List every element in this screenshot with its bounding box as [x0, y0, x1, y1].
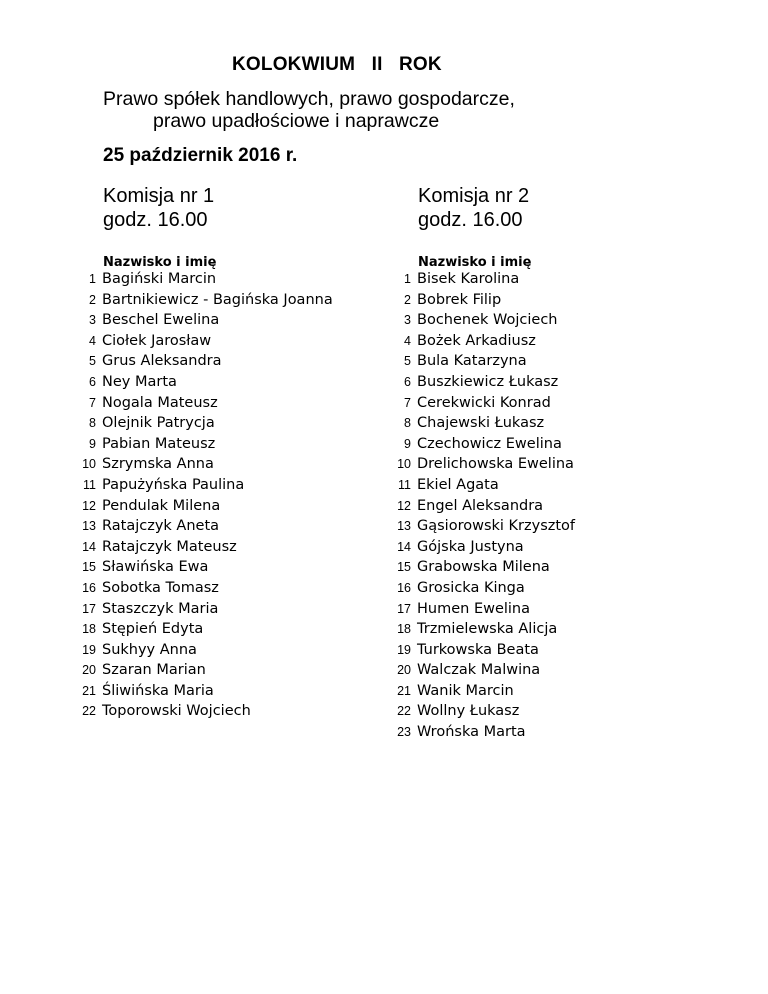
student-row [385, 333, 575, 354]
student-number: 17 [397, 601, 411, 616]
student-number: 16 [82, 580, 96, 595]
student-row [70, 683, 333, 704]
student-number: 6 [89, 374, 96, 389]
student-name: Bula Katarzyna [417, 353, 527, 370]
student-name: Śliwińska Maria [102, 682, 214, 699]
commission-2-time: godz. 16.00 [418, 209, 523, 231]
commission-2-student-list [385, 271, 575, 745]
student-row [385, 703, 575, 724]
student-number: 6 [404, 374, 411, 389]
commission-2-name: Komisja nr 2 [418, 185, 530, 207]
student-row [385, 374, 575, 395]
student-name: Bartnikiewicz - Bagińska Joanna [102, 291, 333, 308]
student-row [385, 683, 575, 704]
student-row [385, 642, 575, 663]
student-row [70, 436, 333, 457]
student-row [70, 415, 333, 436]
student-number: 16 [397, 580, 411, 595]
student-row [70, 559, 333, 580]
student-row [385, 580, 575, 601]
student-name: Sobotka Tomasz [102, 579, 219, 596]
student-row [385, 353, 575, 374]
student-number: 19 [82, 642, 96, 657]
student-row [70, 333, 333, 354]
student-name: Walczak Malwina [417, 662, 541, 679]
student-name: Beschel Ewelina [102, 312, 220, 329]
student-number: 3 [404, 313, 411, 328]
student-name: Bochenek Wojciech [417, 312, 558, 329]
student-name: Ney Marta [102, 373, 177, 390]
student-name: Wrońska Marta [417, 724, 526, 741]
student-name: Chajewski Łukasz [417, 415, 545, 432]
student-row [70, 662, 333, 683]
student-row [70, 292, 333, 313]
student-name: Papużyńska Paulina [102, 476, 245, 493]
student-name: Drelichowska Ewelina [417, 456, 574, 473]
student-row [70, 601, 333, 622]
student-row [385, 292, 575, 313]
student-number: 21 [397, 683, 411, 698]
student-name: Grabowska Milena [417, 559, 550, 576]
student-number: 3 [89, 313, 96, 328]
student-number: 14 [82, 539, 96, 554]
student-row [385, 559, 575, 580]
student-name: Czechowicz Ewelina [417, 435, 562, 452]
student-name: Grosicka Kinga [417, 579, 525, 596]
student-name: Pabian Mateusz [102, 435, 216, 452]
student-number: 10 [82, 457, 96, 472]
student-number: 15 [82, 560, 96, 575]
student-name: Gąsiorowski Krzysztof [417, 518, 576, 535]
student-number: 2 [404, 292, 411, 307]
student-number: 21 [82, 683, 96, 698]
student-name: Grus Aleksandra [102, 353, 222, 370]
student-name: Buszkiewicz Łukasz [417, 373, 559, 390]
student-number: 1 [89, 272, 96, 286]
student-number: 2 [89, 292, 96, 307]
student-row [70, 353, 333, 374]
student-number: 9 [404, 436, 411, 451]
student-number: 18 [397, 622, 411, 637]
student-row [385, 724, 575, 745]
student-number: 1 [404, 272, 411, 286]
student-number: 8 [404, 416, 411, 431]
student-number: 11 [83, 477, 96, 492]
student-row [70, 312, 333, 333]
commission-1-name: Komisja nr 1 [103, 185, 215, 207]
student-number: 13 [397, 519, 411, 534]
student-name: Szaran Marian [102, 662, 206, 679]
student-name: Bożek Arkadiusz [417, 332, 536, 349]
student-name: Ratajczyk Aneta [102, 518, 220, 535]
student-row [385, 415, 575, 436]
student-row [385, 271, 575, 292]
student-row [70, 580, 333, 601]
student-number: 12 [397, 498, 411, 513]
student-number: 5 [404, 354, 411, 369]
student-row [70, 271, 333, 292]
student-number: 10 [397, 457, 411, 472]
student-number: 19 [397, 642, 411, 657]
document-title: KOLOKWIUM II ROK [232, 54, 442, 75]
student-name: Nogala Mateusz [102, 394, 218, 411]
student-number: 20 [82, 663, 96, 678]
student-row [70, 498, 333, 519]
student-number: 22 [397, 704, 411, 719]
student-number: 17 [82, 601, 96, 616]
student-name: Bagiński Marcin [102, 271, 217, 287]
student-number: 7 [89, 395, 96, 410]
student-number: 5 [89, 354, 96, 369]
student-row [385, 662, 575, 683]
student-number: 23 [397, 725, 411, 740]
commission-2-heading [418, 184, 529, 232]
student-number: 14 [397, 539, 411, 554]
student-name: Engel Aleksandra [417, 497, 544, 514]
student-row [385, 477, 575, 498]
student-row [70, 703, 333, 724]
student-number: 12 [82, 498, 96, 513]
student-name: Olejnik Patrycja [102, 415, 215, 432]
student-number: 11 [398, 477, 411, 492]
student-name: Ciołek Jarosław [102, 332, 212, 349]
student-name: Turkowska Beata [417, 641, 539, 658]
student-row [70, 395, 333, 416]
student-number: 13 [82, 519, 96, 534]
student-name: Bisek Karolina [417, 271, 520, 287]
student-row [70, 456, 333, 477]
student-row [385, 621, 575, 642]
student-row [385, 312, 575, 333]
subtitle-line-1: Prawo spółek handlowych, prawo gospodarcze, [103, 88, 515, 110]
student-name: Stępień Edyta [102, 621, 204, 638]
commission-1-student-list [70, 271, 333, 724]
commission-2-column-header: Nazwisko i imię [418, 255, 532, 270]
student-number: 9 [89, 436, 96, 451]
student-name: Sławińska Ewa [102, 559, 209, 576]
student-number: 4 [89, 333, 96, 348]
student-name: Pendulak Milena [102, 497, 221, 514]
student-name: Wanik Marcin [417, 682, 514, 699]
student-name: Trzmielewska Alicja [417, 621, 558, 638]
student-number: 4 [404, 333, 411, 348]
student-row [385, 395, 575, 416]
student-number: 7 [404, 395, 411, 410]
student-row [385, 498, 575, 519]
commission-1-time: godz. 16.00 [103, 209, 208, 231]
student-name: Szrymska Anna [102, 456, 214, 473]
student-number: 22 [82, 704, 96, 719]
student-row [70, 642, 333, 663]
student-row [70, 539, 333, 560]
student-row [385, 539, 575, 560]
student-number: 18 [82, 622, 96, 637]
student-number: 15 [397, 560, 411, 575]
student-name: Wollny Łukasz [417, 703, 520, 720]
commission-1-column-header: Nazwisko i imię [103, 255, 217, 270]
exam-date: 25 październik 2016 r. [103, 145, 298, 166]
student-name: Ratajczyk Mateusz [102, 538, 237, 555]
student-row [70, 477, 333, 498]
student-name: Gójska Justyna [417, 538, 524, 555]
student-name: Toporowski Wojciech [102, 703, 251, 720]
student-row [385, 436, 575, 457]
student-row [70, 374, 333, 395]
student-row [385, 456, 575, 477]
student-name: Sukhyy Anna [102, 641, 197, 658]
subtitle-line-2: prawo upadłościowe i naprawcze [153, 110, 440, 132]
student-row [70, 621, 333, 642]
student-number: 20 [397, 663, 411, 678]
student-name: Bobrek Filip [417, 291, 502, 308]
student-number: 8 [89, 416, 96, 431]
student-name: Cerekwicki Konrad [417, 394, 551, 411]
student-name: Humen Ewelina [417, 600, 531, 617]
student-row [385, 601, 575, 622]
commission-1-heading [103, 184, 214, 232]
student-name: Ekiel Agata [417, 476, 499, 493]
student-row [385, 518, 575, 539]
student-name: Staszczyk Maria [102, 600, 219, 617]
student-row [70, 518, 333, 539]
